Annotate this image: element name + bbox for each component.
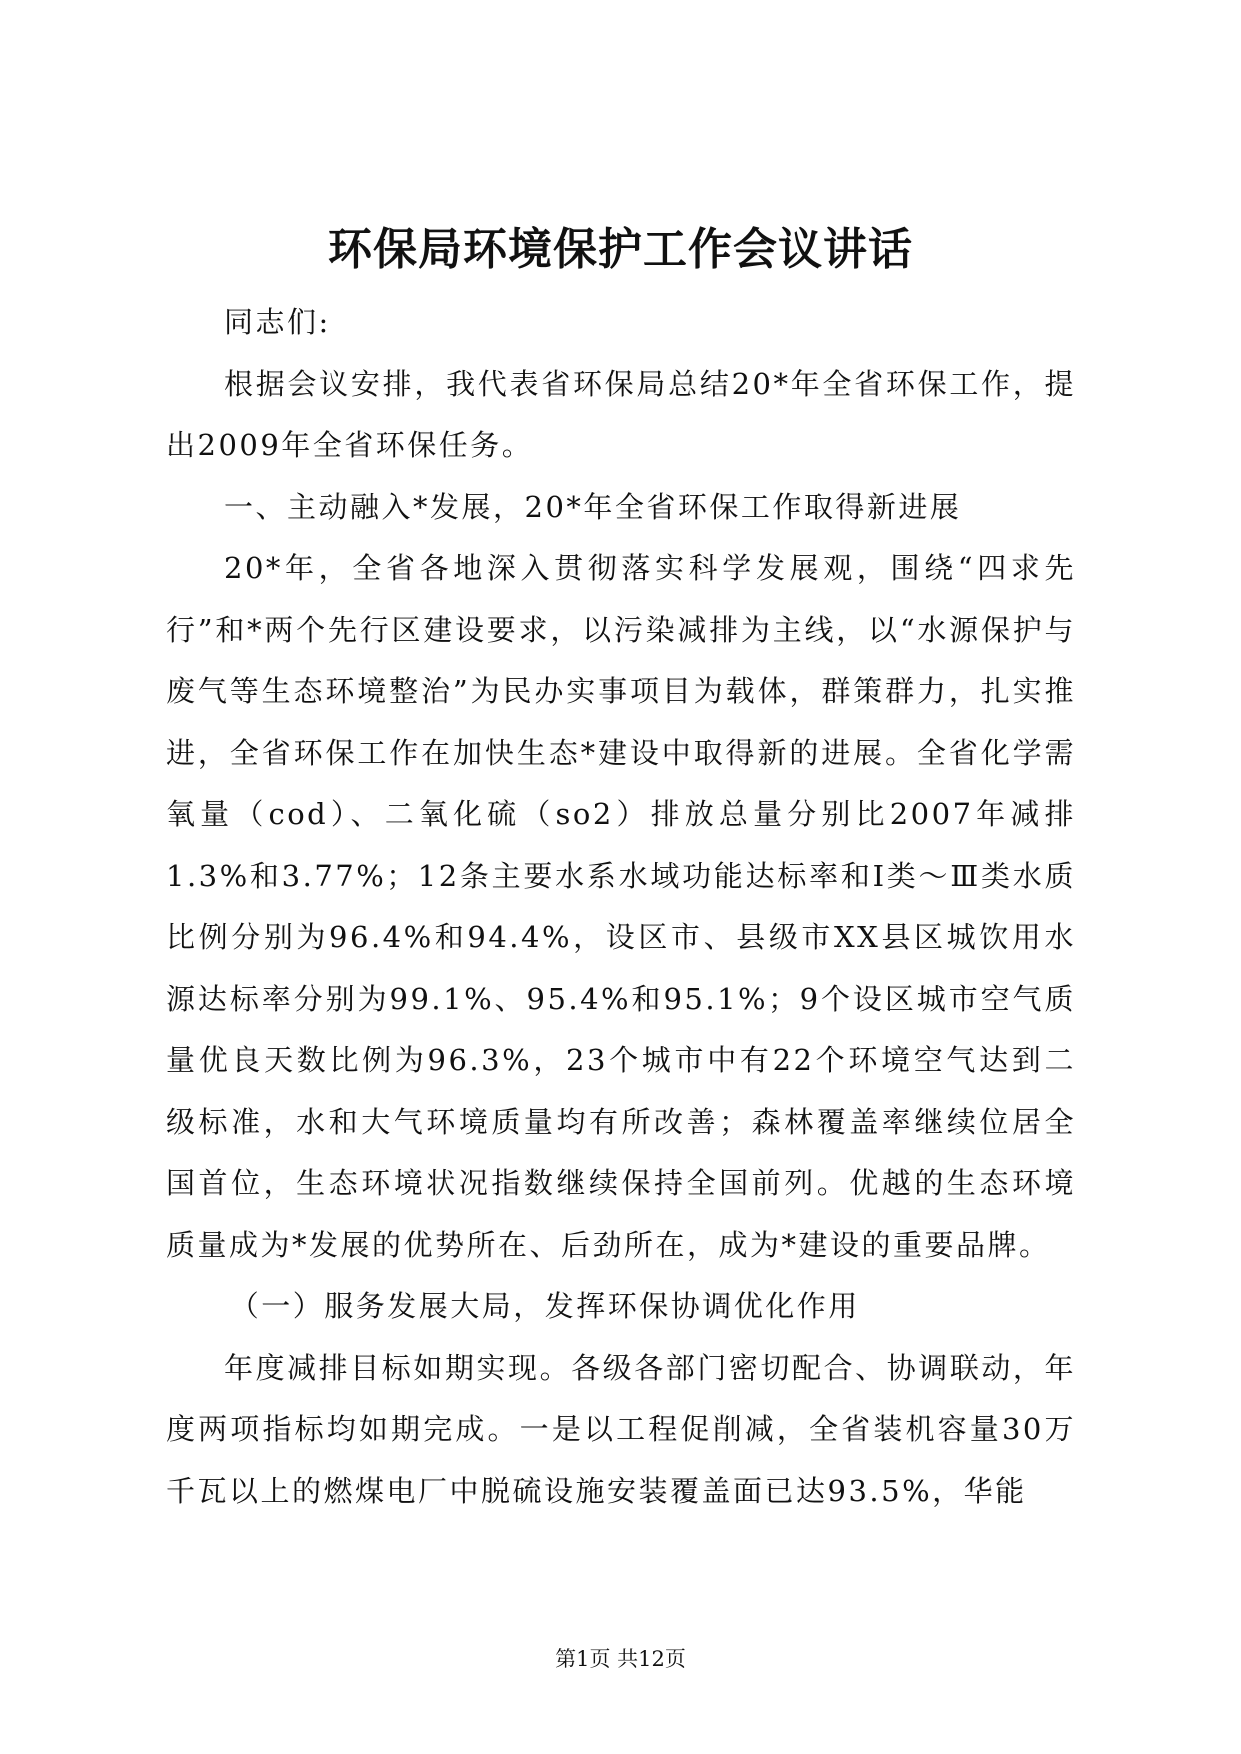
emission-paragraph: 年度减排目标如期实现。各级各部门密切配合、协调联动，年度两项指标均如期完成。一是以工程促削减，全省装机容量30万千瓦以上的燃煤电厂中脱硫设施安装覆盖面已达93.5%，华能 (166, 1350, 1076, 1508)
intro-paragraph: 根据会议安排，我代表省环保局总结20*年全省环保工作，提出2009年全省环保任务。 (166, 366, 1076, 462)
summary-paragraph: 20*年，全省各地深入贯彻落实科学发展观，围绕“四求先行”和*两个先行区建设要求，以污染减排为主线，以“水源保护与废气等生态环境整治”为民办实事项目为载体，群策群力，扎实推进，全省环保工作在加快生态*建设中取得新的进展。全省化学需氧量（cod）、二氧化硫（so2）排放总量分别比2007年减排1.3%和3.77%；12条主要水系水域功能达标率和Ⅰ类～Ⅲ类水质比例分别为96.4%和94.4%，设区市、县级市XX县区城饮用水源达标率分别为99.1%、95.4%和95.1%；9个设区城市空气质量优良天数比例为96.3%，23个城市中有22个环境空气达到二级标准，水和大气环境质量均有所改善；森林覆盖率继续位居全国首位，生态环境状况指数继续保持全国前列。优越的生态环境质量成为*发展的优势所在、后劲所在，成为*建设的重要品牌。 (166, 551, 1076, 1262)
section-heading-1: 一、主动融入*发展，20*年全省环保工作取得新进展 (224, 489, 962, 524)
document-body (166, 292, 1076, 1522)
salutation-paragraph: 同志们: (224, 305, 331, 339)
document-title: 环保局环境保护工作会议讲话 (328, 224, 913, 275)
page-footer: 第1页 共12页 (555, 1647, 686, 1671)
subsection-heading-1: （一）服务发展大局，发挥环保协调优化作用 (229, 1289, 860, 1323)
